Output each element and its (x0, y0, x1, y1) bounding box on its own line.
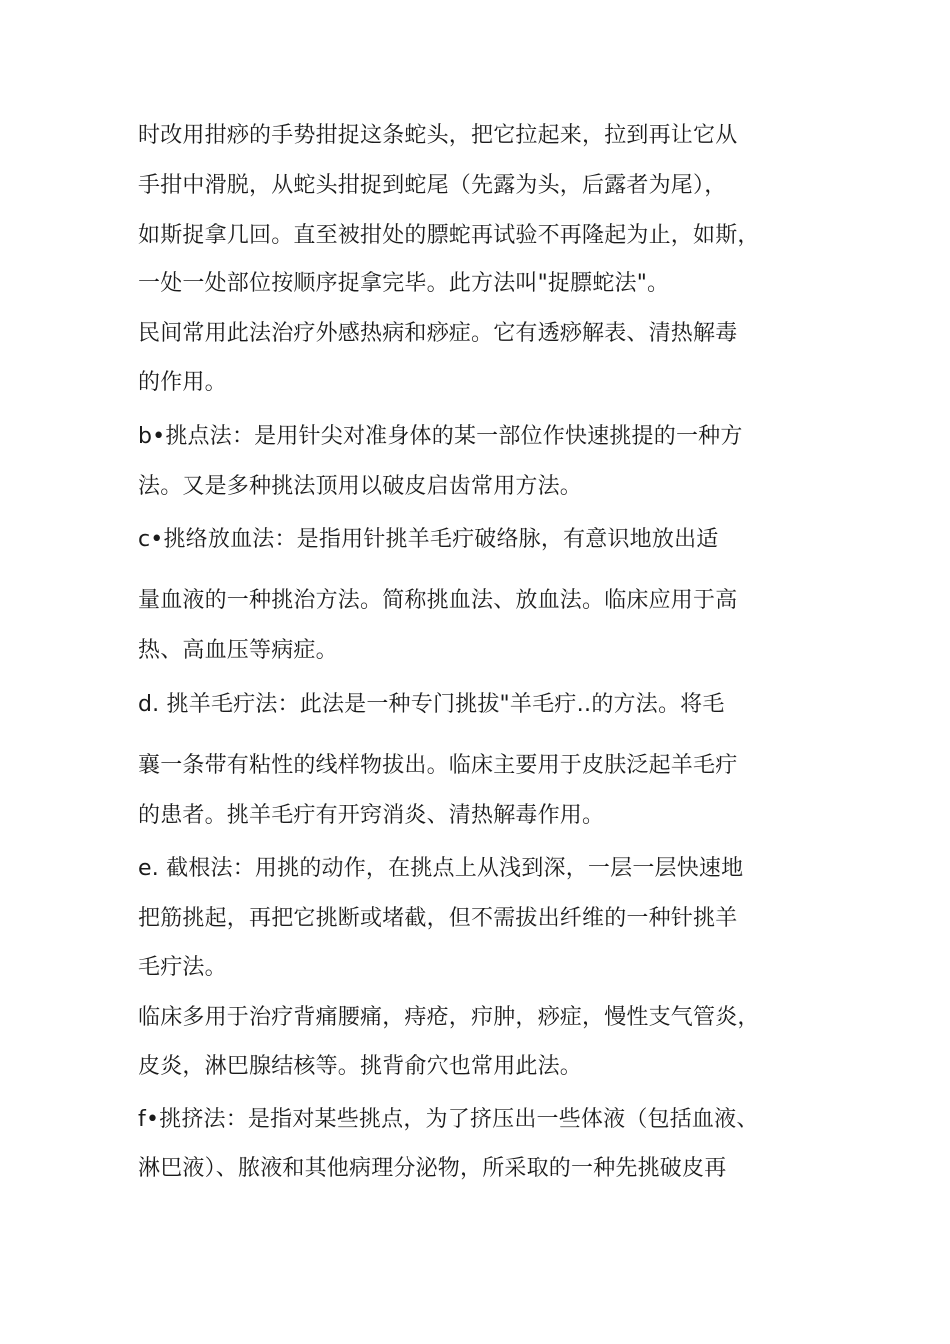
text-line: 一处一处部位按顺序捉拿完毕。此方法叫"捉膘蛇法"。 (138, 271, 670, 296)
text-line: d. 挑羊毛疔法：此法是一种专门挑拔"羊毛疔‥的方法。将毛 (138, 692, 725, 717)
text-line: f•挑挤法：是指对某些挑点，为了挤压出一些体液（包括血液、 (138, 1107, 759, 1132)
text-line: b•挑点法：是用针尖对准身体的某一部位作快速挑提的一种方 (138, 424, 743, 449)
text-line: c•挑络放血法：是指用针挑羊毛疔破络脉，有意识地放出适 (138, 527, 719, 552)
text-line: 毛疔法。 (138, 955, 227, 980)
text-line: 临床多用于治疗背痛腰痛，痔疮，疖肿，痧症，慢性支气管炎， (138, 1005, 760, 1030)
text-line: 皮炎，淋巴腺结核等。挑背俞穴也常用此法。 (138, 1054, 583, 1079)
text-line: 襄一条带有粘性的线样物拔出。临床主要用于皮肤泛起羊毛疔 (138, 753, 738, 778)
text-line: 把筋挑起，再把它挑断或堵截，但不需拔出纤维的一种针挑羊 (138, 906, 738, 931)
text-line: e. 截根法：用挑的动作，在挑点上从浅到深，一层一层快速地 (138, 856, 744, 881)
text-line: 淋巴液）、脓液和其他病理分泌物，所采取的一种先挑破皮再 (138, 1156, 727, 1181)
text-line: 民间常用此法治疗外感热病和痧症。它有透痧解表、清热解毒 (138, 321, 738, 346)
text-line: 的作用。 (138, 370, 227, 395)
text-line: 法。又是多种挑法顶用以破皮启齿常用方法。 (138, 474, 583, 499)
text-line: 的患者。挑羊毛疔有开窍消炎、清热解毒作用。 (138, 803, 605, 828)
text-line: 手拑中滑脱，从蛇头拑捉到蛇尾（先露为头，后露者为尾）， (138, 173, 727, 198)
text-line: 量血液的一种挑治方法。简称挑血法、放血法。临床应用于高 (138, 588, 738, 613)
text-line: 时改用拑痧的手势拑捉这条蛇头，把它拉起来，拉到再让它从 (138, 123, 738, 148)
text-line: 热、高血压等病症。 (138, 638, 338, 663)
text-line: 如斯捉拿几回。直至被拑处的膘蛇再试验不再隆起为止，如斯， (138, 223, 760, 248)
